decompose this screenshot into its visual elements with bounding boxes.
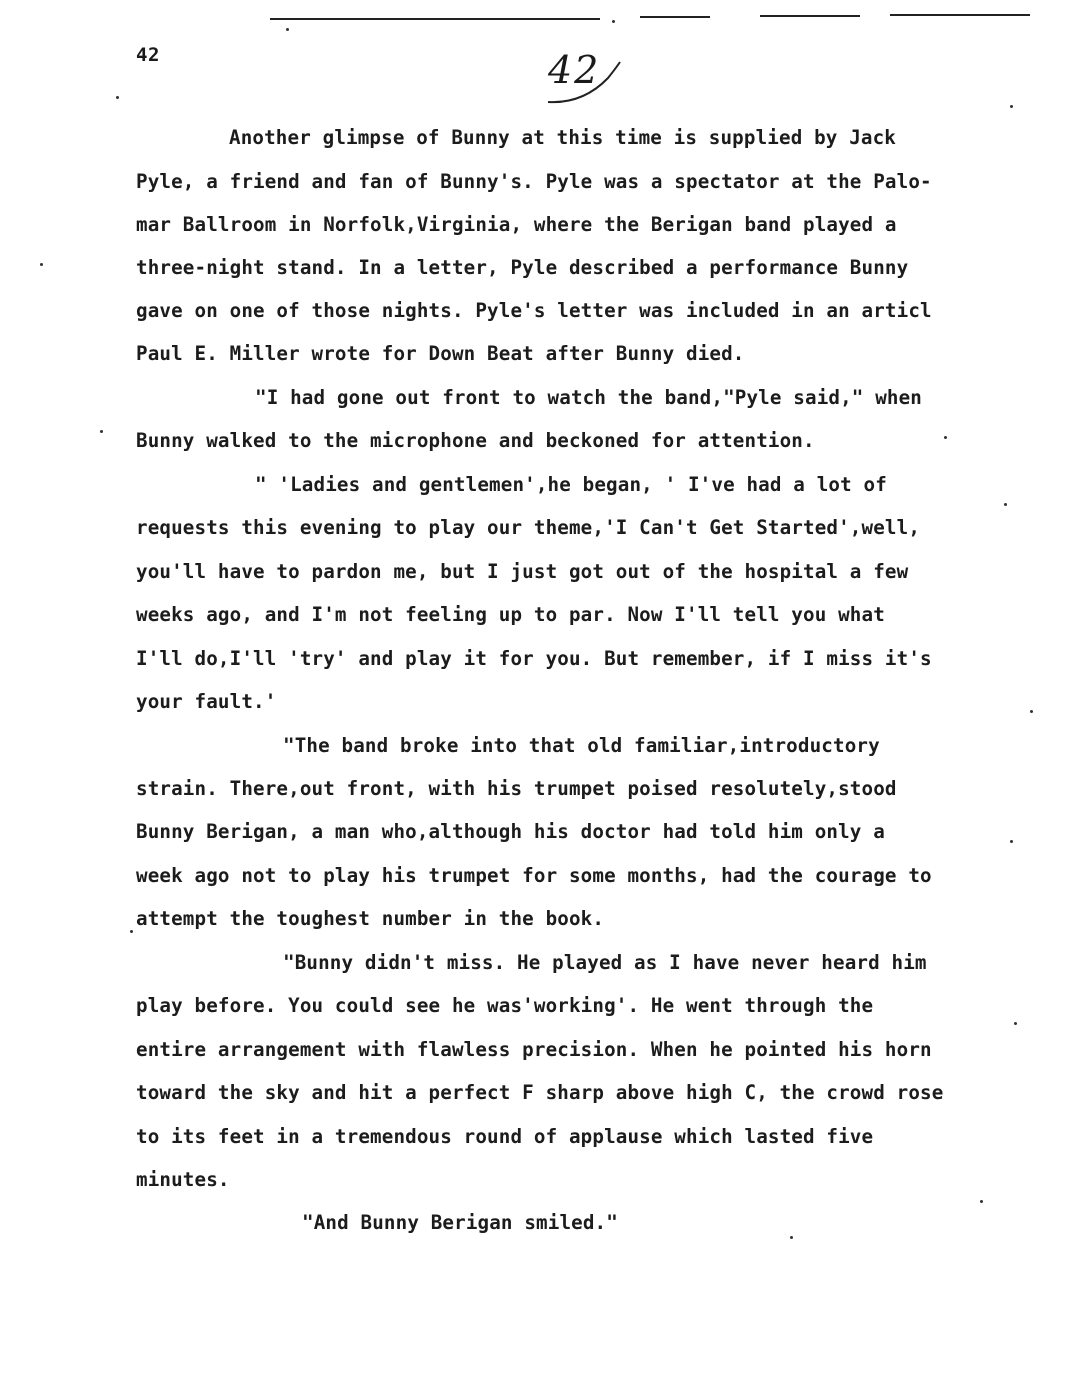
body-line: strain. There,out front, with his trumpet poised resolutely,stood [136, 777, 897, 800]
body-line: "Bunny didn't miss. He played as I have never heard him [283, 951, 927, 974]
body-line: I'll do,I'll 'try' and play it for you. But remember, if I miss it's [136, 647, 932, 670]
handwritten-underline [538, 60, 638, 110]
body-line: to its feet in a tremendous round of applause which lasted five [136, 1125, 874, 1148]
scan-speck [944, 436, 947, 439]
body-line: you'll have to pardon me, but I just got out of the hospital a few [136, 560, 909, 583]
body-line: three-night stand. In a letter, Pyle described a performance Bunny [136, 256, 909, 279]
top-edge-rule [640, 16, 710, 18]
scan-speck [100, 430, 103, 433]
body-line: requests this evening to play our theme,'I Can't Get Started',well, [136, 516, 921, 539]
body-line: play before. You could see he was'working'. He went through the [136, 994, 874, 1017]
body-line: toward the sky and hit a perfect F sharp above high C, the crowd rose [136, 1081, 944, 1104]
body-line: entire arrangement with flawless precision. When he pointed his horn [136, 1038, 932, 1061]
top-edge-rule [890, 14, 1030, 16]
scan-speck [1010, 105, 1013, 108]
body-line: Another glimpse of Bunny at this time is supplied by Jack [229, 126, 897, 149]
body-line: "The band broke into that old familiar,introductory [283, 734, 880, 757]
body-line: weeks ago, and I'm not feeling up to par. Now I'll tell you what [136, 603, 885, 626]
body-line: Bunny walked to the microphone and beckoned for attention. [136, 429, 815, 452]
body-line: "And Bunny Berigan smiled." [302, 1211, 618, 1234]
page-number: 42 [136, 44, 160, 66]
body-line: Bunny Berigan, a man who,although his doctor had told him only a [136, 820, 885, 843]
top-edge-rule [760, 15, 860, 17]
scan-speck [130, 930, 133, 933]
handwritten-page-number: 42 [548, 48, 601, 92]
body-line: Pyle, a friend and fan of Bunny's. Pyle was a spectator at the Palo- [136, 170, 932, 193]
scan-speck [1004, 503, 1007, 506]
body-line: gave on one of those nights. Pyle's letter was included in an articl [136, 299, 932, 322]
scan-speck [286, 28, 289, 31]
body-line: Paul E. Miller wrote for Down Beat after Bunny died. [136, 342, 745, 365]
scan-speck [1010, 840, 1013, 843]
body-line: your fault.' [136, 690, 277, 713]
body-line: mar Ballroom in Norfolk,Virginia, where the Berigan band played a [136, 213, 897, 236]
body-line: attempt the toughest number in the book. [136, 907, 605, 930]
body-line: minutes. [136, 1168, 230, 1191]
scan-speck [612, 20, 615, 23]
body-line: "I had gone out front to watch the band,"Pyle said," when [255, 386, 923, 409]
body-line: " 'Ladies and gentlemen',he began, ' I've had a lot of [255, 473, 887, 496]
scan-speck [790, 1236, 793, 1239]
scan-speck [1030, 710, 1033, 713]
scan-speck [1014, 1022, 1017, 1025]
scan-speck [980, 1200, 983, 1203]
body-line: week ago not to play his trumpet for some months, had the courage to [136, 864, 932, 887]
top-edge-rule [270, 18, 600, 20]
scan-speck [40, 263, 43, 266]
scan-speck [116, 96, 119, 99]
